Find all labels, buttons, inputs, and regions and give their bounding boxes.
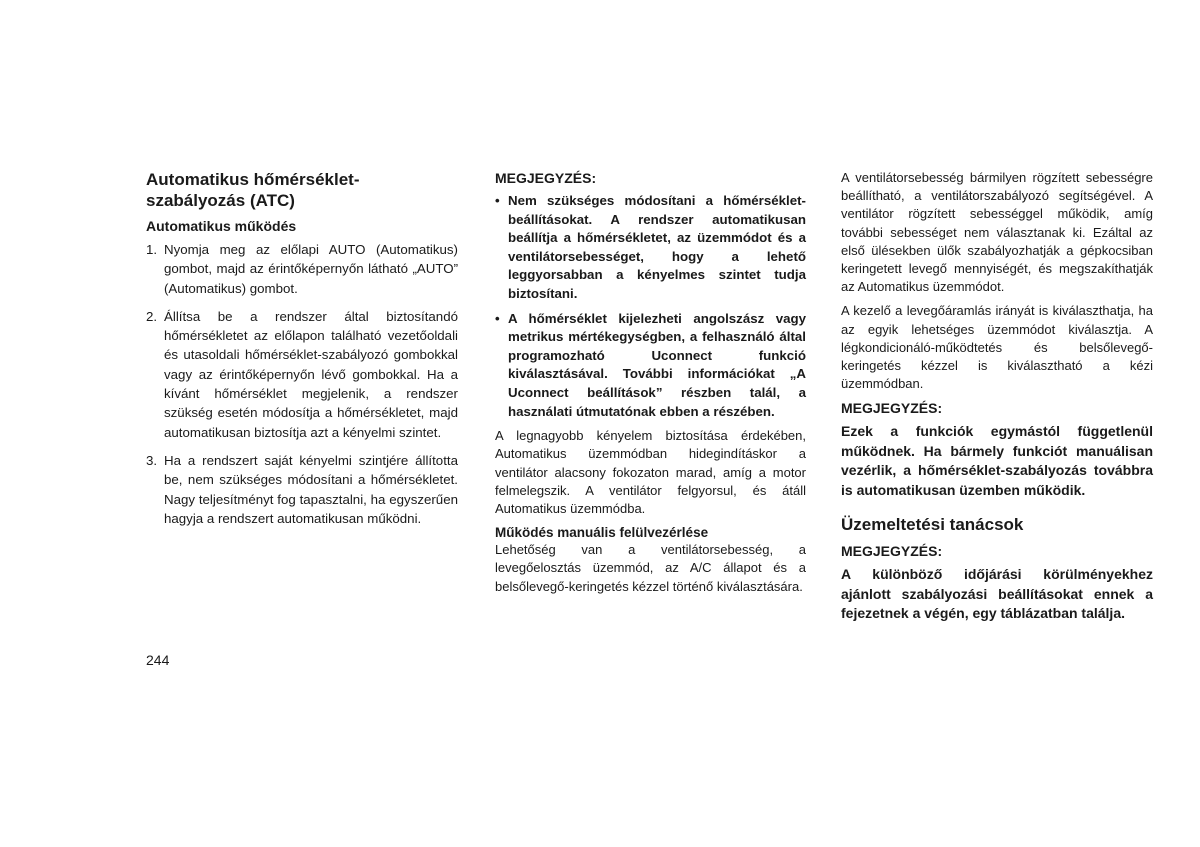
bullet-item [495,192,806,304]
list-number: 3. [146,452,158,468]
bullet-icon: • [495,310,500,326]
list-text: Ha a rendszert saját kényelmi szintjére állította be, nem szükséges módosítani a hőmérsékletet. Nagy teljesítményt fog tapasztalni, ha egyszerűen hagyja a rendszert automatikusan működni. [164,452,458,526]
note-label: MEGJEGYZÉS: [841,543,943,560]
list-number: 1. [146,242,158,257]
section-title-operating-tips: Üzemeltetési tanácsok [841,515,1024,535]
bullet-item [495,310,806,422]
note-label: MEGJEGYZÉS: [841,400,943,417]
subheading-automatic-operation: Automatikus működés [146,218,297,234]
column-right [841,169,1153,624]
list-text: Állítsa be a rendszer által biztosítandó hőmérsékletet az előlapon található vezetőoldali és utasoldali hőmérséklet-szabályozó gombokkal vagy az érintőképernyőn lévő gombokkal. Ha a kívánt hőmérséklet megjelenik, a rendszer szükség esetén módosítja a hőmérsékletet, majd automatikusan biztosítja azt a kényelmi szintet. [164,308,458,440]
numbered-list [146,240,458,528]
paragraph-cold-start: A legnagyobb kényelem biztosítása érdekében, Automatikus üzemmódban hidegindításkor a ventilátor alacsony fokozaton marad, amíg a motor felmelegszik. A ventilátor felgyorsul, és átáll Automatikus üzemmódba. [495,428,806,516]
section-title-atc: Automatikus hőmérséklet-szabályozás (ATC) [146,170,360,210]
bullet-list [495,192,806,421]
subheading-manual-override: Működés manuális felülvezérlése [495,525,709,541]
page-number: 244 [146,652,170,668]
list-text: Nyomja meg az előlapi AUTO (Automatikus) gombot, majd az érintőképernyőn látható „AUTO” (Automatikus) gombot. [164,242,458,296]
paragraph-airflow: A kezelő a levegőáramlás irányát is kiválaszthatja, ha az egyik lehetséges üzemmódot kiválasztja. A légkondicionáló-működtetés és belsőlevegő-keringetés kézzel is kiválasztható a kézi üzemmódban. [841,303,1153,392]
column-middle [495,169,806,596]
list-number: 2. [146,308,158,324]
paragraph-fan-speed: A ventilátorsebesség bármilyen rögzített sebességre beállítható, a ventilátorszabályozó segítségével. A ventilátor rögzített sebességgel működik, amíg további sebességet nem választanak ki. Ezáltal az első ülésekben ülők szabályozhatják a gépkocsiban keringetett levegő mennyiségét, és megszakíthatják az Automatikus üzemmódot. [841,170,1153,295]
note-text-functions: Ezek a funkciók egymástól függetlenül működnek. Ha bármely funkciót manuálisan vezérlik, a hőmérséklet-szabályozás továbbra is automatikusan üzemben működik. [841,423,1153,498]
list-item [146,307,458,442]
list-item [146,451,458,528]
list-item [146,240,458,298]
note-label: MEGJEGYZÉS: [495,170,597,186]
column-left [146,169,458,537]
bullet-icon: • [495,193,500,208]
note-text-weather: A különböző időjárási körülményekhez ajánlott szabályozási beállításokat ennek a fejezetnek a végén, egy táblázatban találja. [841,566,1153,622]
bullet-text: Nem szükséges módosítani a hőmérséklet-beállításokat. A rendszer automatikusan beállítja a hőmérsékletet, az üzemmódot és a ventilátorsebességet, hogy a lehető leggyorsabban a kényelmes szintet tudja biztosítani. [508,193,806,301]
bullet-text: A hőmérséklet kijelezheti angolszász vagy metrikus mértékegységben, a felhasználó által programozható Uconnect funkció kiválasztásával. További információkat „A Uconnect beállítások” részben talál, a használati útmutatónak ebben a részében. [508,310,806,419]
paragraph-manual-override: Lehetőség van a ventilátorsebesség, a levegőelosztás üzemmód, az A/C állapot és a belsőlevegő-keringetés kézzel történő kiválasztására. [495,542,806,594]
